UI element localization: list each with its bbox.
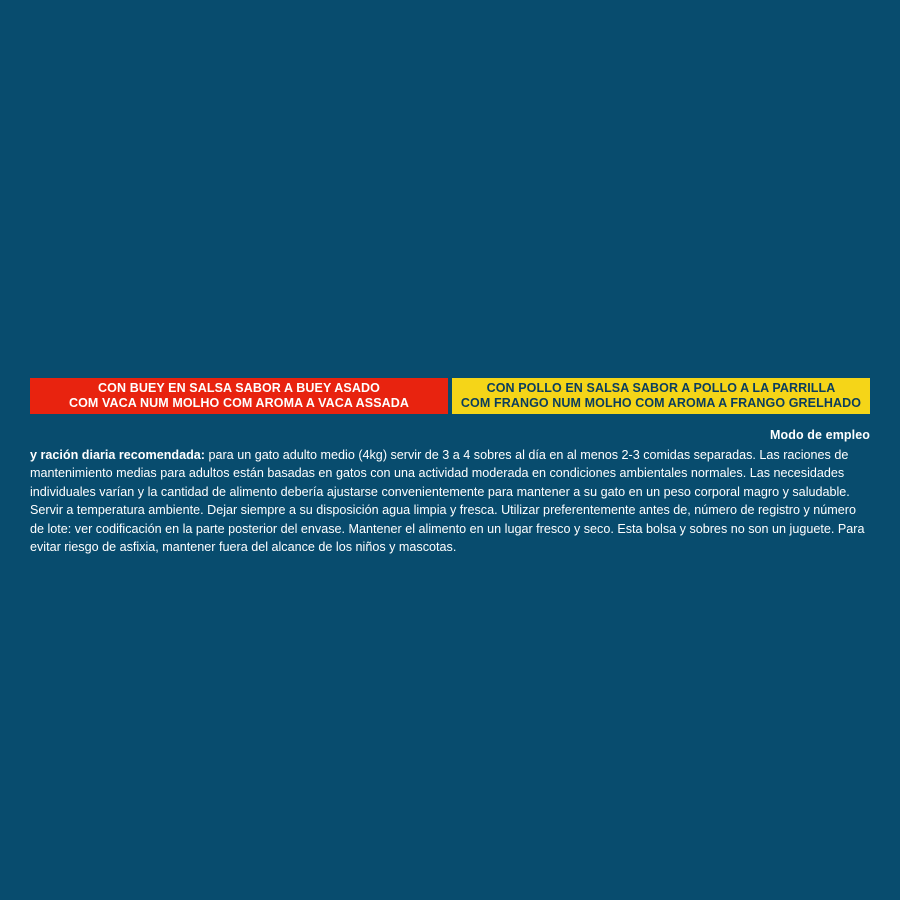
usage-heading: Modo de empleo: [769, 428, 870, 442]
usage-body-text: para un gato adulto medio (4kg) servir de 3 a 4 sobres al día en al menos 2-3 comidas separadas. Las raciones de mantenimiento medias para adultos están basadas en gatos con una actividad moderada en condiciones ambientales normales. Las necesidades individuales varían y la cantidad de alimento debería ajustarse convenientemente para mantener a su gato en un peso corporal magro y saludable. Servir a temperatura ambiente. Dejar siempre a su disposición agua limpia y fresca. Utilizar preferentemente antes de, número de registro y número de lote: ver codificación en la parte posterior del envase. Mantener el alimento en un lugar fresco y seco. Esta bolsa y sobres no son un juguete. Para evitar riesgo de asfixia, mantener fuera del alcance de los niños y mascotas.: [30, 448, 865, 554]
usage-body: [30, 446, 872, 556]
flavour-bar-chicken-line-es: CON POLLO EN SALSA SABOR A POLLO A LA PARRILLA: [486, 380, 836, 395]
usage-lead-label: y ración diaria recomendada:: [30, 448, 205, 462]
flavour-bars: [30, 378, 870, 414]
flavour-bar-beef-line-pt: COM VACA NUM MOLHO COM AROMA A VACA ASSADA: [68, 396, 410, 410]
flavour-bar-beef: [30, 378, 448, 414]
flavour-bar-beef-line-es: CON BUEY EN SALSA SABOR A BUEY ASADO: [98, 380, 380, 395]
flavour-bar-chicken-line-pt: COM FRANGO NUM MOLHO COM AROMA A FRANGO GRELHADO: [460, 396, 862, 410]
flavour-bar-chicken: [452, 378, 870, 414]
